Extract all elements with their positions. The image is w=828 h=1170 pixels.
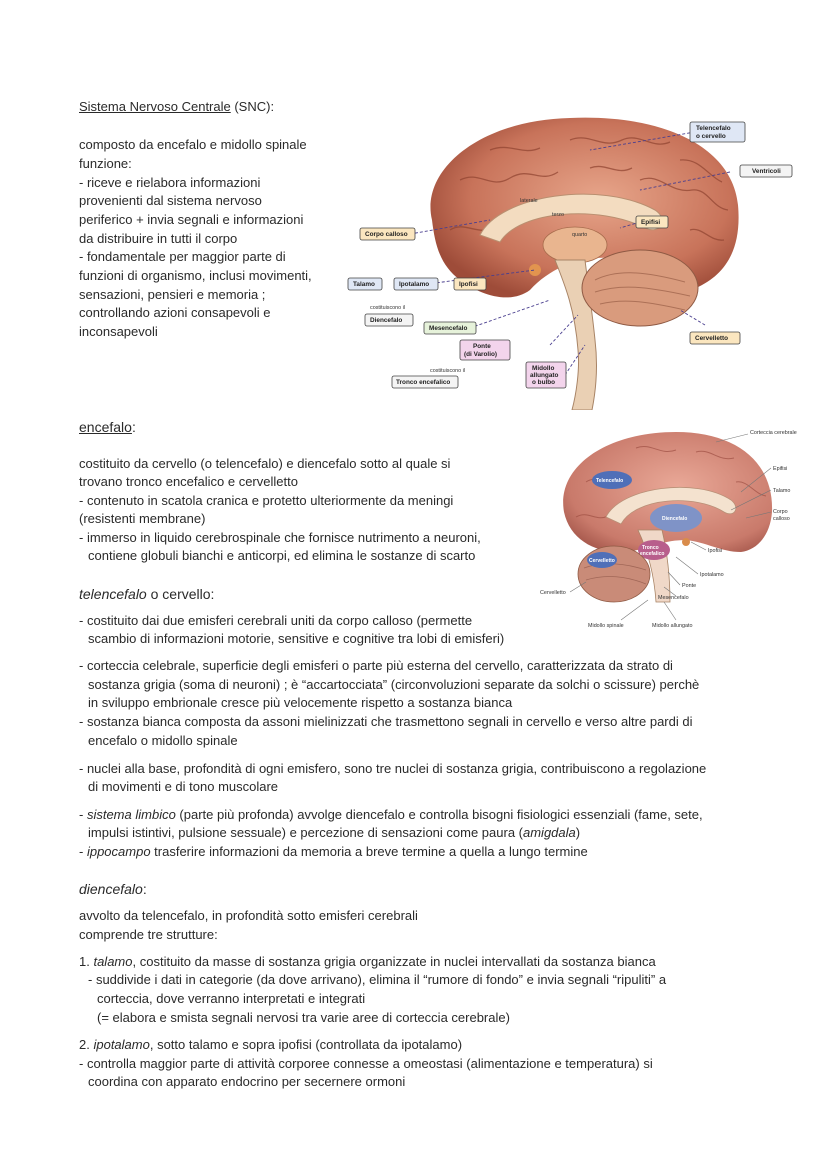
telencefalo-title-suffix: o cervello: bbox=[146, 586, 215, 602]
telencefalo-line: scambio di informazioni motorie, sensitive e cognitive tra lobi di emisferi) bbox=[88, 631, 505, 646]
fig2-label-diencefalo: Diencefalo bbox=[662, 516, 688, 522]
sistema-limbico-term: sistema limbico bbox=[86, 807, 176, 822]
ipotalamo-line: coordina con apparato endocrino per secernere ormoni bbox=[88, 1074, 406, 1089]
label-telencefalo-1: Telencefalo bbox=[696, 125, 731, 132]
limbic-text-2: impulsi istintivi, pulsione sessuale) e percezione di sensazioni come paura ( bbox=[88, 825, 523, 840]
label-ventricoli: Ventricoli bbox=[752, 168, 781, 175]
diencefalo-title: diencefalo bbox=[79, 881, 143, 897]
diencefalo-heading bbox=[79, 880, 147, 899]
telencefalo-line: - corteccia celebrale, superficie degli emisferi o parte più esterna del cervello, caratterizzata da strato di bbox=[79, 658, 673, 673]
limbic-line-1 bbox=[79, 806, 703, 825]
dash: - bbox=[79, 844, 87, 859]
label-tronco-encefalico: Tronco encefalico bbox=[396, 379, 451, 386]
telencefalo-line: - nuclei alla base, profondità di ogni emisfero, sono tre nuclei di sostanza grigia, contribuiscono a regolazione bbox=[79, 761, 707, 776]
ippocampo-line bbox=[79, 843, 588, 862]
ipotalamo-item bbox=[79, 1036, 462, 1055]
snc-line: - riceve e rielabora informazioni bbox=[79, 175, 261, 190]
label-midollo-2: allungato bbox=[530, 372, 559, 379]
fig2-label-midollo-allungato: Midollo allungato bbox=[652, 623, 693, 629]
snc-line: inconsapevoli bbox=[79, 324, 158, 339]
label-diencefalo: Diencefalo bbox=[370, 317, 403, 324]
diencefalo-intro: avvolto da telencefalo, in profondità sotto emisferi cerebrali bbox=[79, 908, 418, 923]
diencefalo-title-suffix: : bbox=[142, 881, 147, 897]
limbic-line-2 bbox=[88, 824, 580, 843]
brain-diagram-figure bbox=[340, 110, 800, 410]
ipotalamo-text: , sotto talamo e sopra bbox=[149, 1037, 279, 1052]
fig2-label-cervelletto-in: Cervelletto bbox=[589, 558, 615, 564]
telencefalo-title: telencefalo bbox=[79, 586, 147, 602]
fig2-label-tronco-2: encefalico bbox=[640, 551, 665, 557]
fig2-label-corpo-calloso-2: calloso bbox=[773, 516, 790, 522]
label-costituiscono-1: costituiscono il bbox=[370, 305, 406, 311]
item-number: 1. bbox=[79, 954, 94, 969]
talamo-line: (= elabora e smista segnali nervosi tra varie aree di corteccia cerebrale) bbox=[97, 1010, 510, 1025]
fig2-label-cervelletto: Cervelletto bbox=[540, 590, 566, 596]
talamo-item bbox=[79, 953, 656, 972]
pituitary-shape-2 bbox=[682, 538, 690, 546]
fig2-label-mesencefalo: Mesencefalo bbox=[658, 595, 689, 601]
snc-title: Sistema Nervoso Centrale bbox=[79, 99, 231, 114]
amigdala-term: amigdala bbox=[523, 825, 576, 840]
ippocampo-text: trasferire informazioni da memoria a breve termine a quella a lungo termine bbox=[150, 844, 588, 859]
fig2-label-corteccia: Corteccia cerebrale bbox=[750, 430, 797, 436]
snc-line: periferico + invia segnali e informazioni bbox=[79, 212, 304, 227]
snc-line: provenienti dal sistema nervoso bbox=[79, 193, 262, 208]
telencefalo-line: - sostanza bianca composta da assoni mielinizzati che trasmettono segnali in cervello e verso altre pardi di bbox=[79, 714, 693, 729]
ipotalamo-text-2: (controllata da ipotalamo) bbox=[311, 1037, 463, 1052]
encefalo-title-suffix: : bbox=[131, 419, 136, 435]
fig2-label-tronco-1: Tronco bbox=[642, 545, 659, 551]
snc-line: funzioni di organismo, inclusi movimenti, bbox=[79, 268, 312, 283]
pituitary-shape bbox=[529, 264, 541, 276]
label-ponte-1: Ponte bbox=[473, 343, 491, 350]
snc-line: funzione: bbox=[79, 156, 132, 171]
label-ipotalamo: Ipotalamo bbox=[399, 281, 430, 288]
ipotalamo-term: ipotalamo bbox=[93, 1037, 150, 1052]
encefalo-title: encefalo bbox=[79, 419, 132, 435]
telencefalo-line: in sviluppo embrionale cresce più velocemente rispetto a sostanza bianca bbox=[88, 695, 513, 710]
encefalo-line: trovano tronco encefalico e cervelletto bbox=[79, 474, 298, 489]
talamo-line: - suddivide i dati in categorie (da dove arrivano), elimina il “rumore di fondo” e invia segnali “ripuliti” a bbox=[88, 972, 667, 987]
encephalon-diagram-figure bbox=[536, 422, 806, 637]
label-mesencefalo: Mesencefalo bbox=[429, 325, 468, 332]
label-epifisi: Epifisi bbox=[641, 219, 661, 226]
label-laterale: laterale bbox=[520, 198, 538, 204]
fig2-label-talamo: Talamo bbox=[773, 488, 791, 494]
fig2-label-ipotalamo: Ipotalamo bbox=[700, 572, 724, 578]
talamo-text: , costituito da masse di sostanza grigia organizzate in nuclei intervallati da sostanza bianca bbox=[132, 954, 656, 969]
label-quarto: quarto bbox=[572, 232, 588, 238]
item-number: 2. bbox=[79, 1037, 94, 1052]
encefalo-line: - contenuto in scatola cranica e protetto ulteriormente da meningi bbox=[79, 493, 454, 508]
label-terzo: terzo bbox=[552, 212, 564, 218]
snc-title-suffix: (SNC): bbox=[230, 99, 275, 114]
telencefalo-line: di movimenti e di tono muscolare bbox=[88, 779, 279, 794]
label-ponte-2: (di Varolio) bbox=[464, 351, 498, 358]
label-midollo-3: o bulbo bbox=[532, 379, 556, 386]
limbic-text: (parte più profonda) avvolge diencefalo e controlla bisogni fisiologici essenziali (fame, sete, bbox=[175, 807, 703, 822]
label-costituiscono-2: costituiscono il bbox=[430, 368, 466, 374]
ipofisi-term: ipofisi bbox=[278, 1037, 312, 1052]
snc-line: da distribuire in tutti il corpo bbox=[79, 231, 238, 246]
diencefalo-intro: comprende tre strutture: bbox=[79, 927, 218, 942]
fig2-label-epifisi: Epifisi bbox=[773, 466, 788, 472]
label-talamo: Talamo bbox=[353, 281, 375, 288]
encefalo-line: costituito da cervello (o telencefalo) e diencefalo sotto al quale si bbox=[79, 456, 451, 471]
talamo-term: talamo bbox=[93, 954, 133, 969]
telencefalo-line: - costituito dai due emisferi cerebrali uniti da corpo calloso (permette bbox=[79, 613, 473, 628]
telencefalo-line: encefalo o midollo spinale bbox=[88, 733, 238, 748]
fig2-label-corpo-calloso-1: Corpo bbox=[773, 509, 788, 515]
label-corpo-calloso: Corpo calloso bbox=[365, 231, 408, 238]
dash: - bbox=[79, 807, 87, 822]
fig2-label-ipofisi: Ipofisi bbox=[708, 548, 723, 554]
snc-line: - fondamentale per maggior parte di bbox=[79, 249, 286, 264]
snc-line: composto da encefalo e midollo spinale bbox=[79, 137, 307, 152]
encefalo-line: contiene globuli bianchi e anticorpi, ed elimina le sostanze di scarto bbox=[88, 548, 476, 563]
snc-line: sensazioni, pensieri e memoria ; bbox=[79, 287, 266, 302]
ipotalamo-line: - controlla maggior parte di attività corporee connesse a omeostasi (alimentazione e temperatura) si bbox=[79, 1056, 653, 1071]
label-ipofisi: Ipofisi bbox=[459, 281, 478, 288]
talamo-line: corteccia, dove verranno interpretati e integrati bbox=[97, 991, 366, 1006]
encefalo-line: - immerso in liquido cerebrospinale che fornisce nutrimento a neuroni, bbox=[79, 530, 481, 545]
label-midollo-1: Midollo bbox=[532, 365, 555, 372]
fig2-label-midollo-spinale: Midollo spinale bbox=[588, 623, 624, 629]
encefalo-heading bbox=[79, 418, 136, 437]
fig2-label-telencefalo: Telencefalo bbox=[596, 478, 624, 484]
ippocampo-term: ippocampo bbox=[86, 844, 151, 859]
encefalo-line: (resistenti membrane) bbox=[79, 511, 206, 526]
telencefalo-line: sostanza grigia (soma di neuroni) ; è “accartocciata” (circonvoluzioni separate da solchi o scissure) perchè bbox=[88, 677, 700, 692]
snc-heading bbox=[79, 98, 274, 117]
telencefalo-heading bbox=[79, 585, 214, 604]
snc-line: controllando azioni consapevoli e bbox=[79, 305, 271, 320]
fig2-label-ponte: Ponte bbox=[682, 583, 697, 589]
label-cervelletto: Cervelletto bbox=[695, 335, 729, 342]
limbic-text-3: ) bbox=[575, 825, 581, 840]
label-telencefalo-2: o cervello bbox=[696, 133, 726, 140]
